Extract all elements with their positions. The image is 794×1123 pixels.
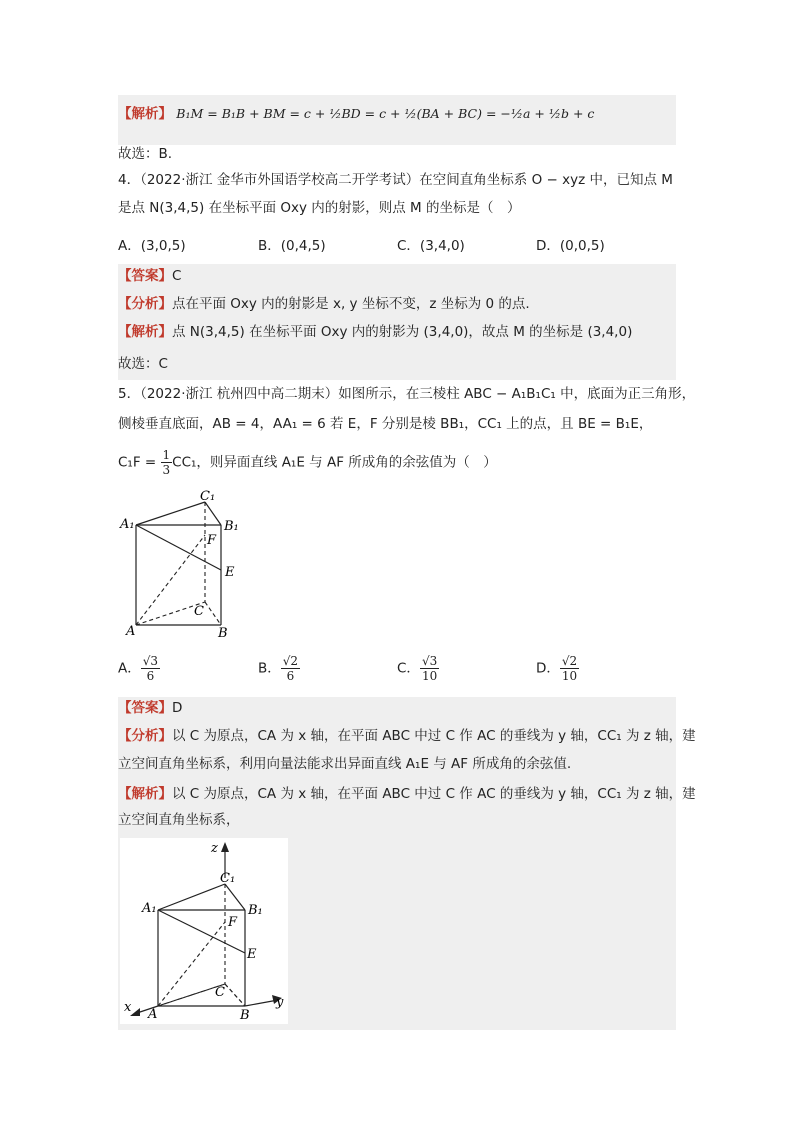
q5-option-a: [118, 654, 160, 683]
q4-option-d: D．(0,0,5): [536, 238, 605, 254]
fraction-numerator: √3: [421, 654, 438, 668]
q5-option-c: [397, 654, 439, 683]
analysis-tag: 【分析】: [118, 728, 172, 744]
prism-axes-figure: [120, 838, 288, 1024]
q5-solution-line1: [118, 784, 696, 804]
q3-solution-formula: B₁M = B₁B + BM = c + ½BD = c + ½(BA + BC) = −½a + ½b + c: [176, 106, 595, 121]
q4-stem-line1: 4．（2022·浙江 金华市外国语学校高二开学考试）在空间直角坐标系 O − xyz 中，已知点 M: [118, 172, 673, 188]
x-axis-arrow: [130, 1008, 140, 1016]
answer-tag: 【答案】: [118, 268, 172, 284]
label-b1: B₁: [224, 519, 239, 534]
analysis-tag: 【分析】: [118, 296, 172, 312]
label-c: C: [215, 985, 225, 1000]
solution-tag: 【解析】: [118, 106, 172, 122]
q4-option-a: A．(3,0,5): [118, 238, 186, 254]
label-f: F: [207, 533, 217, 548]
label-a: A: [126, 624, 136, 639]
option-fraction: [420, 654, 439, 683]
q5-option-d: [536, 654, 579, 683]
label-c: C: [194, 604, 204, 619]
fraction-numerator: 1: [162, 448, 171, 462]
label-z: z: [211, 841, 218, 856]
q4-answer-line: [118, 266, 181, 286]
q5-answer-line: [118, 698, 182, 718]
q4-solution: 点 N(3,4,5) 在坐标平面 Oxy 内的射影为 (3,4,0)，故点 M 的坐标是 (3,4,0): [172, 324, 633, 340]
label-a1: A₁: [120, 517, 135, 532]
q3-solution-line: [118, 104, 594, 124]
fraction-denominator: 10: [421, 669, 438, 683]
fraction-denominator: 6: [146, 669, 155, 683]
label-c1: C₁: [200, 489, 216, 504]
q5-analysis-line1: [118, 726, 696, 746]
label-x: x: [124, 1000, 132, 1015]
fraction-denominator: 3: [162, 463, 171, 477]
q5-stem-line3: [118, 448, 497, 477]
q5-stem-line2: 侧棱垂直底面，AB = 4，AA₁ = 6 若 E，F 分别是棱 BB₁，CC₁ 上的点，且 BE = B₁E，: [118, 416, 653, 432]
option-label: D．: [536, 660, 560, 677]
label-b: B: [240, 1008, 250, 1023]
edge-cb: [205, 602, 221, 625]
q5-stem-fraction: [161, 448, 173, 477]
label-f: F: [228, 915, 238, 930]
y-axis-inner: [225, 984, 245, 1006]
q5-stem-line3-post: CC₁，则异面直线 A₁E 与 AF 所成角的余弦值为（ ）: [172, 454, 497, 471]
label-e: E: [247, 947, 257, 962]
q3-conclusion: 故选：B.: [118, 146, 173, 162]
label-b1: B₁: [248, 903, 263, 918]
fraction-denominator: 10: [561, 669, 578, 683]
q4-option-c: C．(3,4,0): [397, 238, 465, 254]
option-fraction: [281, 654, 300, 683]
q4-stem-line2: 是点 N(3,4,5) 在坐标平面 Oxy 内的射影，则点 M 的坐标是（ ）: [118, 200, 521, 216]
z-axis-arrow: [221, 842, 229, 852]
q5-solution-line2: 立空间直角坐标系，: [118, 812, 240, 828]
edge-c1b1: [225, 884, 245, 910]
fraction-numerator: √2: [282, 654, 299, 668]
q5-analysis-line2: 立空间直角坐标系，利用向量法能求出异面直线 A₁E 与 AF 所成角的余弦值.: [118, 756, 572, 772]
q4-option-b: B．(0,4,5): [258, 238, 326, 254]
edge-c1b1: [205, 502, 221, 525]
option-fraction: [560, 654, 579, 683]
label-y: y: [276, 995, 284, 1010]
q5-stem-line1: 5．（2022·浙江 杭州四中高二期末）如图所示，在三棱柱 ABC − A₁B₁C₁ 中，底面为正三角形，: [118, 386, 696, 402]
option-fraction: [141, 654, 160, 683]
q5-option-b: [258, 654, 300, 683]
q4-answer: C: [172, 268, 182, 284]
q4-analysis: 点在平面 Oxy 内的射影是 x, y 坐标不变，z 坐标为 0 的点.: [172, 296, 530, 312]
y-axis-outer: [245, 1000, 278, 1006]
fraction-denominator: 6: [286, 669, 295, 683]
solution-tag: 【解析】: [118, 324, 172, 340]
label-c1: C₁: [220, 871, 236, 886]
q5-analysis-text1: 以 C 为原点，CA 为 x 轴，在平面 ABC 中过 C 作 AC 的垂线为 y 轴，CC₁ 为 z 轴，建: [172, 728, 696, 744]
q4-solution-line: [118, 322, 632, 342]
label-a1: A₁: [142, 901, 157, 916]
fraction-numerator: √3: [142, 654, 159, 668]
solution-tag: 【解析】: [118, 786, 172, 802]
prism-figure: [118, 485, 258, 645]
edge-a1c1: [158, 884, 225, 910]
q5-solution-text1: 以 C 为原点，CA 为 x 轴，在平面 ABC 中过 C 作 AC 的垂线为 y 轴，CC₁ 为 z 轴，建: [172, 786, 696, 802]
label-a: A: [148, 1007, 158, 1022]
answer-tag: 【答案】: [118, 700, 172, 716]
option-label: C．: [397, 660, 420, 677]
q5-answer: D: [172, 700, 183, 716]
fraction-numerator: √2: [561, 654, 578, 668]
q4-conclusion: 故选：C: [118, 356, 168, 372]
q4-analysis-line: [118, 294, 530, 314]
label-e: E: [225, 565, 235, 580]
option-label: A．: [118, 660, 141, 677]
option-label: B．: [258, 660, 281, 677]
edge-a1c1: [136, 502, 205, 525]
q5-stem-line3-pre: C₁F =: [118, 454, 161, 471]
label-b: B: [218, 626, 228, 641]
